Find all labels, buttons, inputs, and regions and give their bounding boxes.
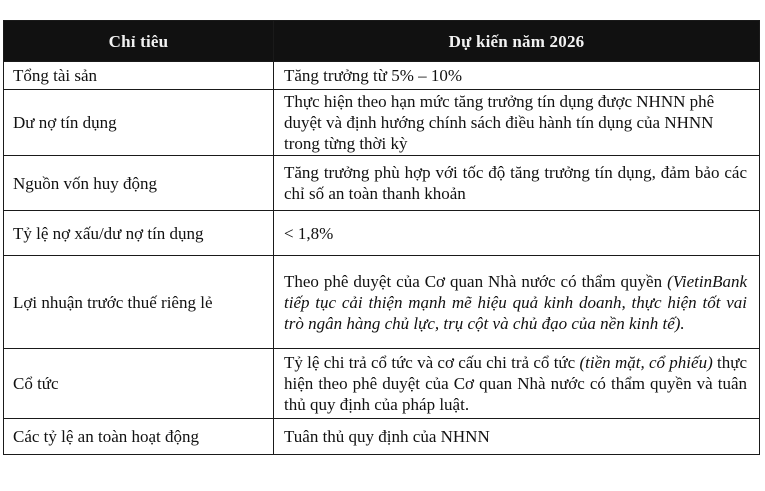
table-row bbox=[4, 349, 760, 419]
row-value-credit-balance: Thực hiện theo hạn mức tăng trưởng tín dụng được NHNN phê duyệt và định hướng chính sách điều hành tín dụng của NHNN trong từng thời kỳ bbox=[274, 90, 760, 156]
table-row bbox=[4, 62, 760, 90]
pretax-profit-plain: Theo phê duyệt của Cơ quan Nhà nước có thẩm quyền bbox=[284, 271, 663, 291]
dividend-italic-note: (tiền mặt, cổ phiếu) bbox=[579, 353, 713, 372]
table-row bbox=[4, 419, 760, 455]
row-value-npl-ratio: < 1,8% bbox=[274, 211, 760, 256]
row-label-credit-balance: Dư nợ tín dụng bbox=[4, 90, 274, 156]
row-label-total-assets: Tổng tài sản bbox=[4, 62, 274, 90]
row-value-dividend bbox=[274, 349, 760, 419]
header-indicator: Chỉ tiêu bbox=[4, 21, 274, 62]
pretax-profit-italic-note: (VietinBank tiếp tục cải thiện mạnh mẽ hiệu quả kinh doanh, thực hiện tốt vai trò ngân hàng chủ lực, trụ cột và chủ đạo của nền kinh tế). bbox=[284, 271, 748, 333]
dividend-text-part2: thực hiện theo phê duyệt của Cơ quan Nhà nước có thẩm quyền và tuân thủ quy định của pháp luật. bbox=[284, 353, 748, 414]
row-value-mobilized-capital: Tăng trưởng phù hợp với tốc độ tăng trưởng tín dụng, đảm bảo các chỉ số an toàn thanh khoản bbox=[274, 156, 760, 211]
table-row bbox=[4, 90, 760, 156]
table-row bbox=[4, 211, 760, 256]
table-row bbox=[4, 256, 760, 349]
row-label-dividend: Cổ tức bbox=[4, 349, 274, 419]
targets-table bbox=[3, 20, 760, 455]
header-plan-2026: Dự kiến năm 2026 bbox=[274, 21, 760, 62]
row-label-pretax-profit: Lợi nhuận trước thuế riêng lẻ bbox=[4, 256, 274, 349]
table-header-row bbox=[4, 21, 760, 62]
row-value-total-assets: Tăng trưởng từ 5% – 10% bbox=[274, 62, 760, 90]
table-row bbox=[4, 156, 760, 211]
row-label-safety-ratios: Các tỷ lệ an toàn hoạt động bbox=[4, 419, 274, 455]
row-value-pretax-profit bbox=[274, 256, 760, 349]
row-label-mobilized-capital: Nguồn vốn huy động bbox=[4, 156, 274, 211]
dividend-text-part1: Tỷ lệ chi trả cổ tức và cơ cấu chi trả cổ tức bbox=[284, 353, 576, 372]
row-value-safety-ratios: Tuân thủ quy định của NHNN bbox=[274, 419, 760, 455]
row-label-npl-ratio: Tỷ lệ nợ xấu/dư nợ tín dụng bbox=[4, 211, 274, 256]
